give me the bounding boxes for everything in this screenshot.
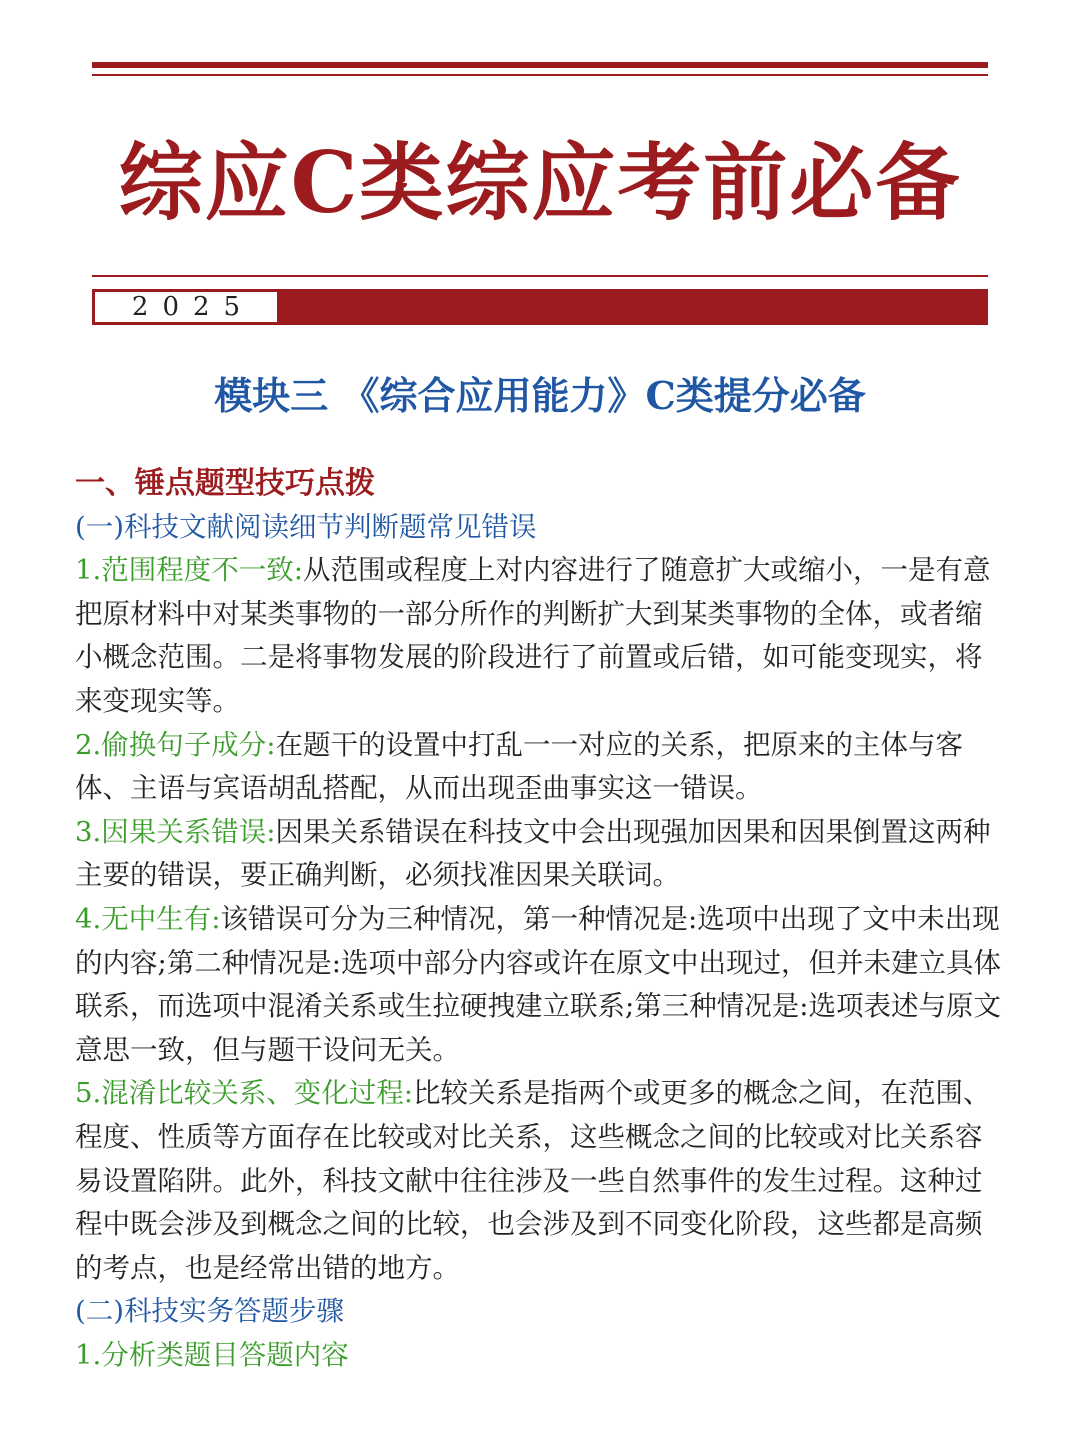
item-text: 因果关系错误在科技文中会出现强加因果和因果倒置这两种主要的错误，要正确判断，必须找准因果关联词。 <box>75 815 991 892</box>
item-label: 5.混淆比较关系、变化过程: <box>75 1077 414 1110</box>
page-title: 综应C类综应考前必备 <box>118 133 962 232</box>
mid-rule-thin <box>92 275 988 277</box>
list-item <box>75 1072 1005 1290</box>
section-heading: 一、锤点题型技巧点拨 <box>75 466 375 501</box>
subsection-heading-2: (二)科技实务答题步骤 <box>75 1295 344 1328</box>
list-item <box>75 549 1005 723</box>
item-label: 1.范围程度不一致: <box>75 554 304 587</box>
top-rule-thick <box>92 62 988 68</box>
article-body <box>75 462 1005 1377</box>
item-text: 比较关系是指两个或更多的概念之间，在范围、程度、性质等方面存在比较或对比关系，这些概念之间的比较或对比关系容易设置陷阱。此外，科技文献中往往涉及一些自然事件的发生过程。这种过程中既会涉及到概念之间的比较，也会涉及到不同变化阶段，这些都是高频的考点，也是经常出错的地方。 <box>75 1077 991 1284</box>
list-item <box>75 811 1005 898</box>
item-label: 3.因果关系错误: <box>75 815 276 848</box>
list-item <box>75 724 1005 811</box>
item-label: 2.偷换句子成分: <box>75 728 276 761</box>
year-band <box>92 289 988 325</box>
subsection-heading-1: (一)科技文献阅读细节判断题常见错误 <box>75 510 537 543</box>
year-label: 2025 <box>95 292 277 322</box>
item-text: 在题干的设置中打乱一一对应的关系，把原来的主体与客体、主语与宾语胡乱搭配，从而出现歪曲事实这一错误。 <box>75 728 964 805</box>
subsection-item: 1.分析类题目答题内容 <box>75 1338 349 1371</box>
module-title: 模块三 《综合应用能力》C类提分必备 <box>214 373 866 418</box>
item-text: 该错误可分为三种情况，第一种情况是:选项中出现了文中未出现的内容;第二种情况是:选项中部分内容或许在原文中出现过，但并未建立具体联系，而选项中混淆关系或生拉硬拽建立联系;第三种情况是:选项表述与原文意思一致，但与题干设问无关。 <box>75 902 1002 1066</box>
top-rule-thin <box>92 74 988 76</box>
list-item <box>75 898 1005 1072</box>
item-label: 4.无中生有: <box>75 902 221 935</box>
item-text: 从范围或程度上对内容进行了随意扩大或缩小，一是有意把原材料中对某类事物的一部分所作的判断扩大到某类事物的全体，或者缩小概念范围。二是将事物发展的阶段进行了前置或后错，如可能变现实，将来变现实等。 <box>75 554 991 717</box>
